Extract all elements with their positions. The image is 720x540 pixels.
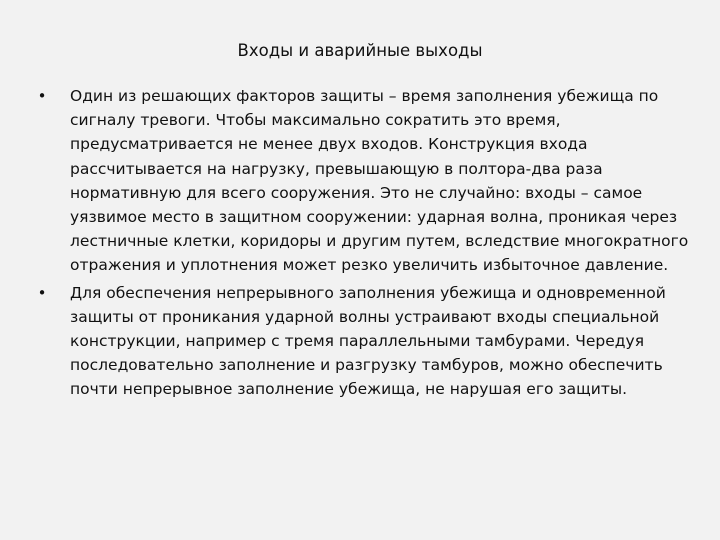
bullet-text: Для обеспечения непрерывного заполнения убежища и одновременной защиты от проникания ударной волны устраивают входы специальной конструкции, например с тремя параллельными тамбурами. Чередуя последовательно заполнение и разгрузку тамбуров, можно обеспечить почти непрерывное заполнение убежища, не нарушая его защиты. xyxy=(70,283,666,399)
bullet-item-1 xyxy=(36,84,696,278)
bullet-item-2 xyxy=(36,281,696,402)
bullet-text: Один из решающих факторов защиты – время заполнения убежища по сигналу тревоги. Чтобы максимально сократить это время, предусматривается не менее двух входов. Конструкция входа рассчитывается на нагрузку, превышающую в полтора-два раза нормативную для всего сооружения. Это не случайно: входы – самое уязвимое место в защитном сооружении: ударная волна, проникая через лестничные клетки, коридоры и другим путем, вследствие многократного отражения и уплотнения может резко увеличить избыточное давление. xyxy=(70,87,689,275)
bullet-dot-icon: • xyxy=(37,283,47,302)
bullet-dot-icon: • xyxy=(37,87,47,105)
bullet-list xyxy=(36,84,696,402)
slide-title: Входы и аварийные выходы xyxy=(237,41,483,60)
